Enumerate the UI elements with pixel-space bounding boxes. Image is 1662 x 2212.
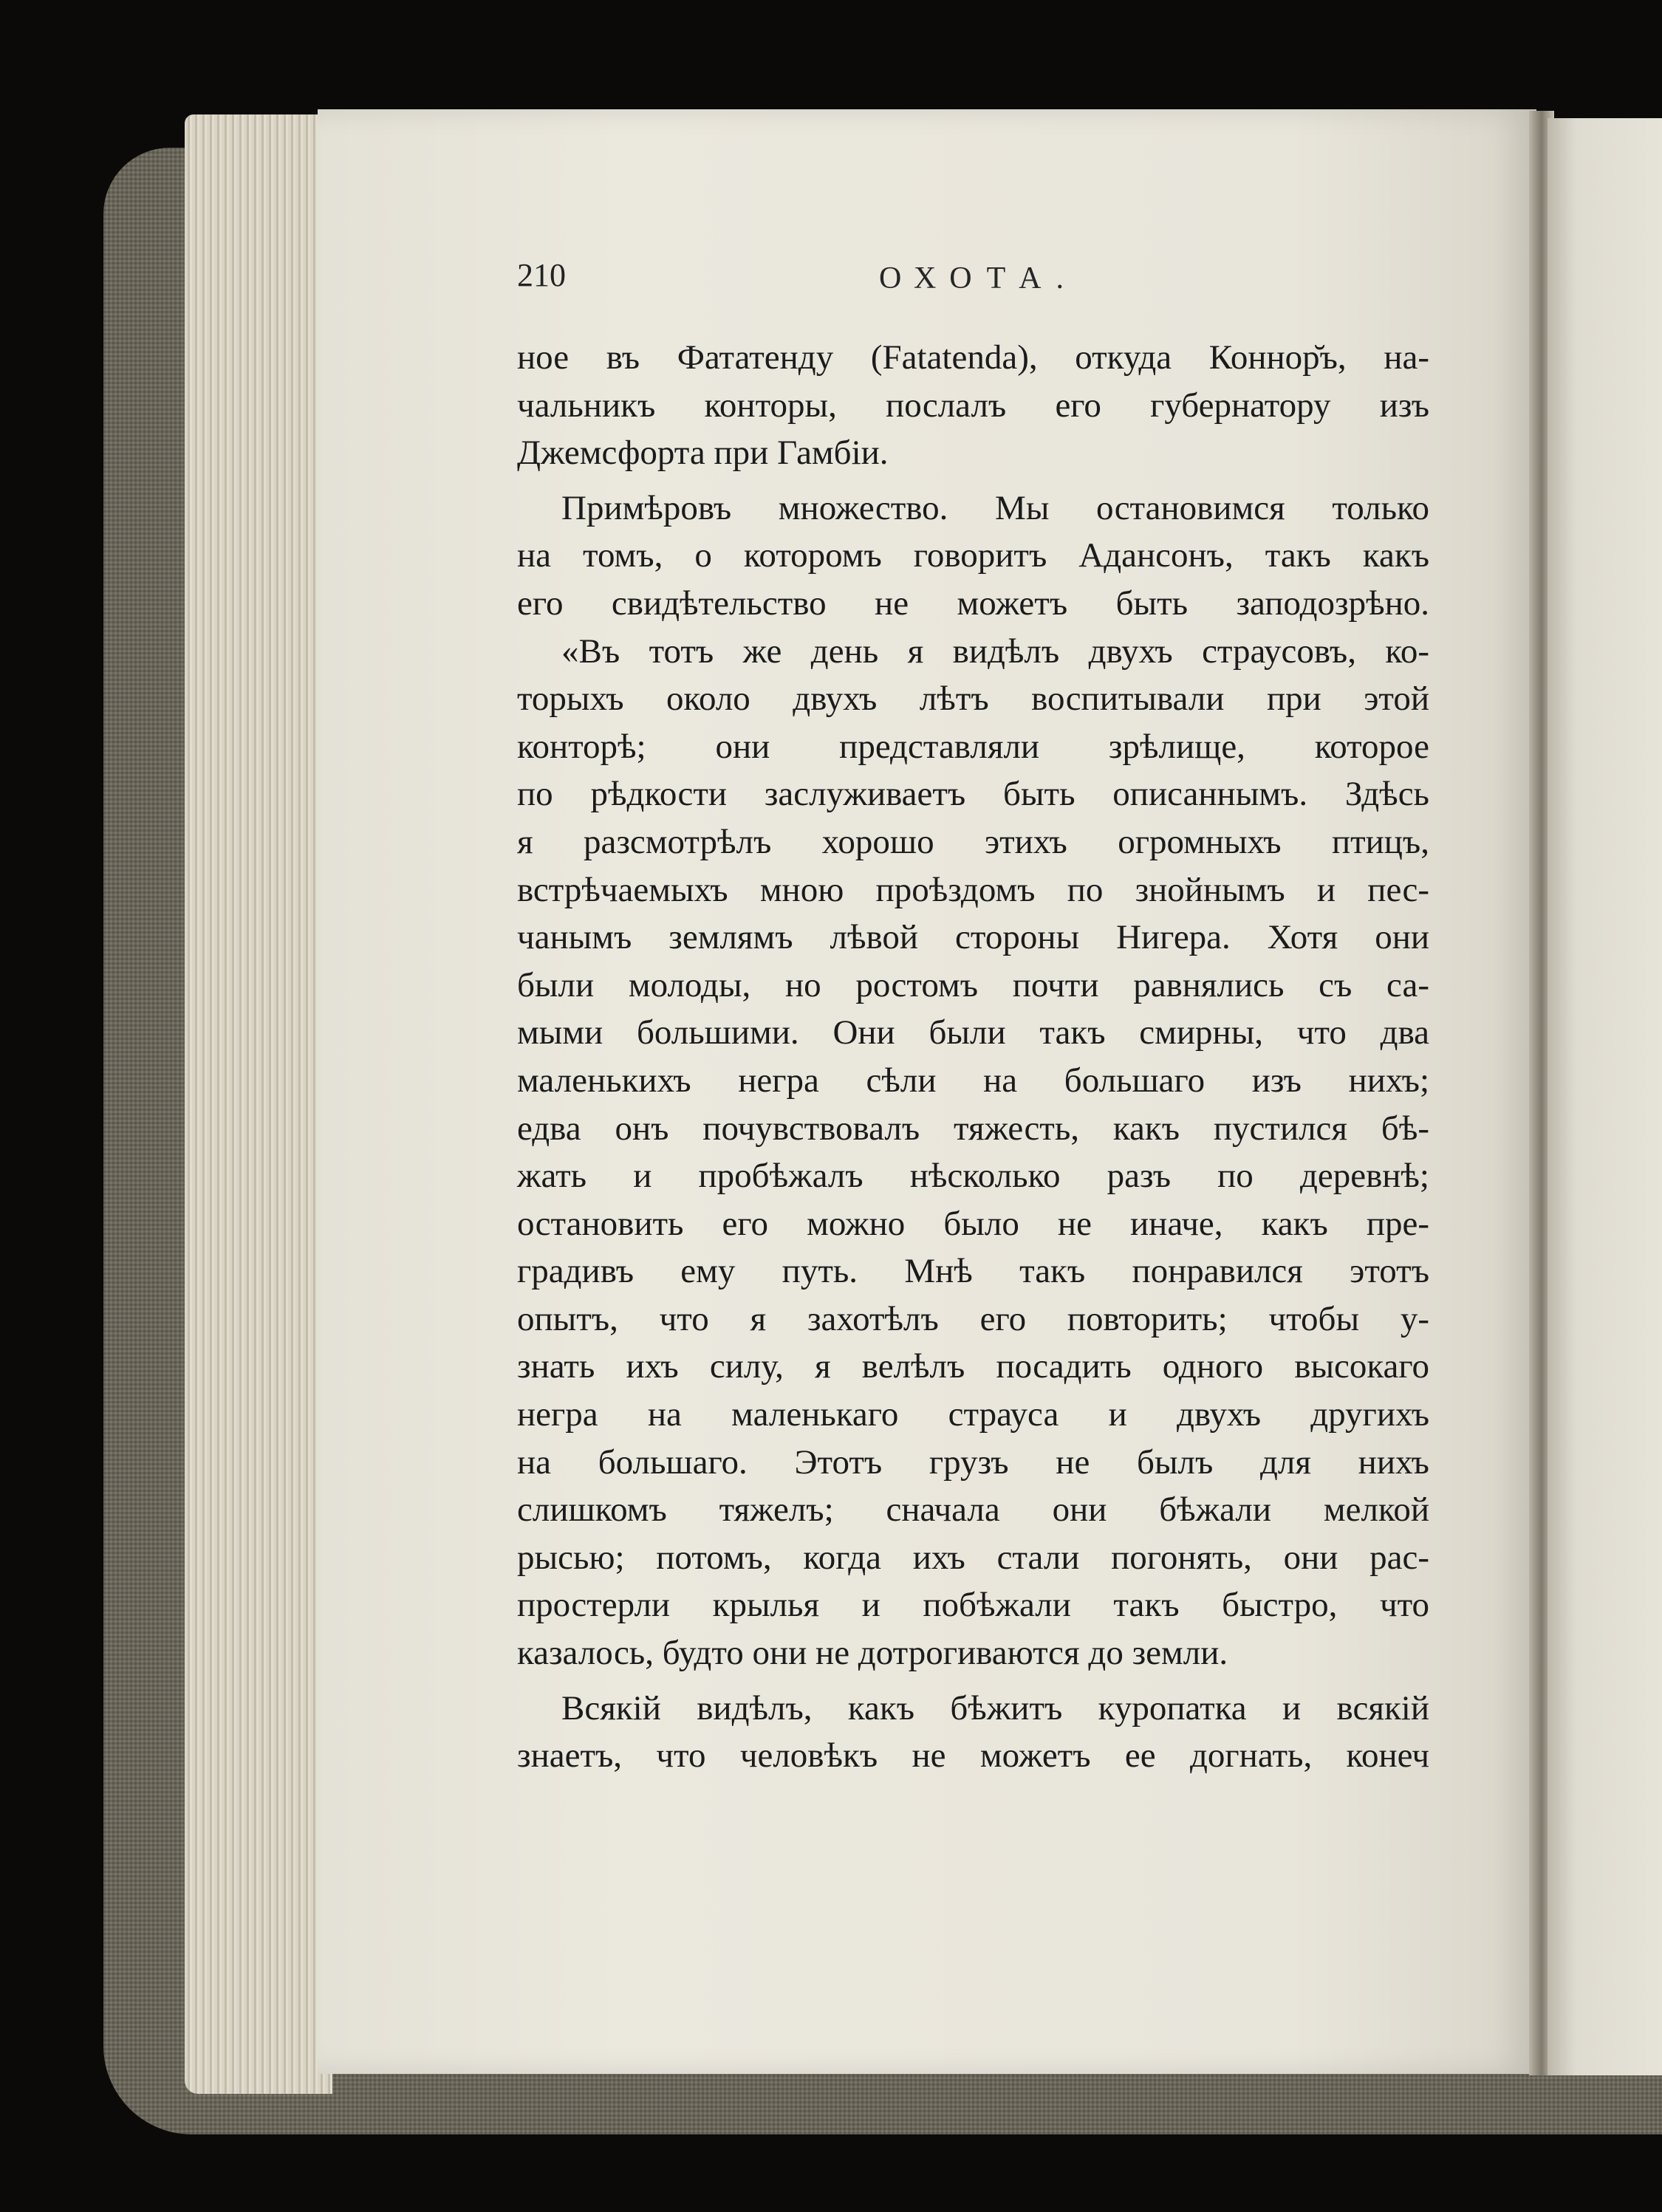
- text-line: «Въ тотъ же день я видѣлъ двухъ страусовъ, ко-: [561, 631, 1429, 671]
- text-line: конторѣ; они представляли зрѣлище, которое: [517, 727, 1429, 766]
- text-line: казалось, будто они не дотрогиваются до земли.: [517, 1634, 1228, 1673]
- text-line: встрѣчаемыхъ мною проѣздомъ по знойнымъ и пес-: [517, 870, 1429, 909]
- text-line: на большаго. Этотъ грузъ не былъ для нихъ: [517, 1442, 1429, 1482]
- text-line: торыхъ около двухъ лѣтъ воспитывали при этой: [517, 679, 1429, 719]
- text-line: по рѣдкости заслуживаетъ быть описаннымъ. Здѣсь: [517, 775, 1429, 814]
- text-line: едва онъ почувствовалъ тяжесть, какъ пустился бѣ-: [517, 1109, 1429, 1148]
- page-edges: [185, 114, 332, 2094]
- text-line: остановить его можно было не иначе, какъ пре-: [517, 1204, 1429, 1243]
- facing-page-edge: [1548, 118, 1662, 2075]
- text-line: Всякій видѣлъ, какъ бѣжитъ куропатка и всякій: [561, 1688, 1429, 1728]
- text-line: опытъ, что я захотѣлъ его повторить; чтобы у-: [517, 1299, 1429, 1338]
- running-title: ОХОТА.: [879, 261, 1078, 295]
- text-line: рысью; потомъ, когда ихъ стали погонять, они рас-: [517, 1538, 1429, 1577]
- text-line: чальникъ конторы, послалъ его губернатору изъ: [517, 386, 1429, 425]
- text-line: Джемсфорта при Гамбіи.: [517, 434, 889, 473]
- text-line: на томъ, о которомъ говоритъ Адансонъ, такъ какъ: [517, 536, 1429, 575]
- text-line: слишкомъ тяжелъ; сначала они бѣжали мелкой: [517, 1490, 1429, 1530]
- page-header: [517, 256, 1492, 308]
- text-line: чанымъ землямъ лѣвой стороны Нигера. Хотя они: [517, 918, 1429, 957]
- text-line: мыми большими. Они были такъ смирны, что два: [517, 1013, 1429, 1052]
- text-line: его свидѣтельство не можетъ быть заподозрѣно.: [517, 583, 1429, 623]
- text-line: градивъ ему путь. Мнѣ такъ понравился этотъ: [517, 1252, 1429, 1291]
- text-line: жать и пробѣжалъ нѣсколько разъ по деревнѣ;: [517, 1157, 1429, 1196]
- page-number: 210: [517, 257, 566, 293]
- body-text: [517, 334, 1429, 1780]
- text-line: я разсмотрѣлъ хорошо этихъ огромныхъ птицъ,: [517, 822, 1429, 861]
- text-line: простерли крылья и побѣжали такъ быстро, что: [517, 1586, 1429, 1625]
- text-line: знаетъ, что человѣкъ не можетъ ее догнать, конеч: [517, 1736, 1429, 1776]
- text-line: Примѣровъ множество. Мы остановимся только: [561, 488, 1429, 527]
- text-line: негра на маленькаго страуса и двухъ другихъ: [517, 1395, 1429, 1434]
- text-line: ное въ Фататенду (Fatatenda), откуда Коннор̆ъ, на-: [517, 338, 1429, 377]
- text-line: были молоды, но ростомъ почти равнялись съ са-: [517, 965, 1429, 1004]
- text-line: знать ихъ силу, я велѣлъ посадить одного высокаго: [517, 1347, 1429, 1386]
- text-line: маленькихъ негра сѣли на большаго изъ нихъ;: [517, 1061, 1429, 1100]
